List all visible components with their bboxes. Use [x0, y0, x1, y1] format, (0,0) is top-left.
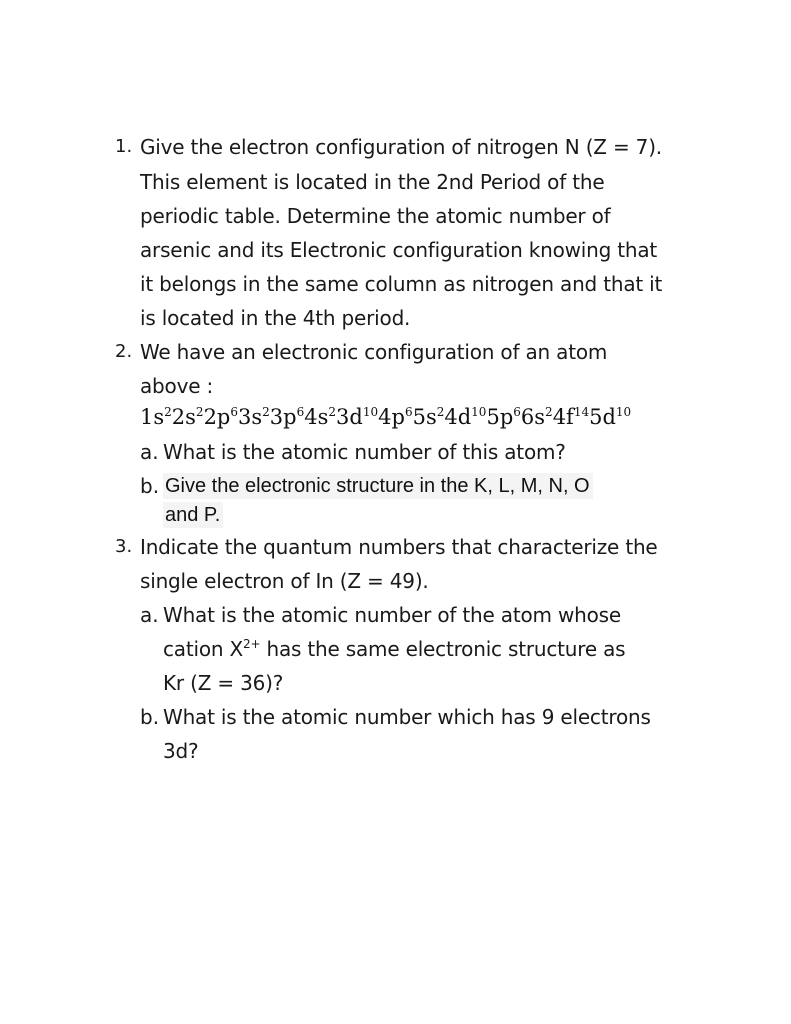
question-number: 3. — [115, 536, 133, 557]
question-text-line: Indicate the quantum numbers that characterize the — [140, 535, 658, 559]
electron-count: 6 — [230, 405, 239, 419]
cation-text-rest: has the same electronic structure as — [260, 637, 626, 661]
electron-count: 10 — [615, 405, 632, 419]
electron-count: 6 — [296, 405, 305, 419]
electron-count: 2 — [262, 405, 270, 419]
question-text-line: single electron of In (Z = 49). — [140, 569, 429, 593]
electron-count: 2 — [164, 405, 172, 419]
sub-question-text: What is the atomic number of the atom whose — [163, 603, 621, 627]
sub-question-text: and P. — [163, 502, 223, 528]
orbital: 4d — [444, 405, 472, 429]
orbital: 5p — [486, 405, 514, 429]
sub-question-text: What is the atomic number which has 9 electrons — [163, 705, 651, 729]
orbital: 4p — [378, 405, 405, 429]
sub-question-label: a. — [140, 603, 159, 627]
orbital: 3d — [336, 405, 363, 429]
sub-question-text: Kr (Z = 36)? — [163, 671, 284, 695]
question-text-line: Give the electron configuration of nitrogen N (Z = 7). — [140, 135, 662, 159]
electron-count: 6 — [404, 405, 413, 419]
electron-count: 2 — [195, 405, 204, 419]
question-number: 1. — [115, 136, 133, 157]
electron-count: 2 — [436, 405, 445, 419]
sub-question-text: What is the atomic number of this atom? — [163, 440, 566, 464]
sub-question-text: 3d? — [163, 739, 199, 763]
electron-count: 6 — [513, 405, 521, 419]
charge-superscript: 2+ — [243, 637, 261, 651]
sub-question-label: b. — [140, 705, 160, 729]
orbital: 3p — [269, 405, 297, 429]
electron-configuration — [140, 404, 631, 430]
sub-question-label: b. — [140, 474, 160, 498]
question-number: 2. — [115, 341, 133, 362]
question-text-line: periodic table. Determine the atomic number of — [140, 204, 611, 228]
orbital: 1s — [140, 405, 165, 429]
electron-count: 2 — [545, 405, 553, 419]
question-text-line: it belongs in the same column as nitrogen and that it — [140, 272, 663, 296]
sub-question-text — [163, 636, 625, 662]
orbital: 5s — [412, 405, 437, 429]
electron-count: 2 — [328, 405, 337, 419]
sub-question-text: Give the electronic structure in the K, L, M, N, O — [163, 473, 593, 499]
orbital: 4f — [552, 405, 574, 429]
sub-question-label: a. — [140, 440, 159, 464]
orbital: 5d — [589, 405, 616, 429]
orbital: 2p — [203, 405, 231, 429]
question-text-line: above : — [140, 374, 214, 398]
electron-count: 14 — [573, 405, 590, 419]
orbital: 2s — [171, 405, 196, 429]
orbital: 6s — [520, 405, 546, 429]
question-text-line: This element is located in the 2nd Period of the — [140, 170, 605, 194]
orbital: 4s — [304, 405, 329, 429]
electron-count: 10 — [362, 405, 379, 419]
orbital: 3s — [238, 405, 263, 429]
electron-count: 10 — [471, 405, 487, 419]
cation-text: cation X — [163, 637, 244, 661]
question-text-line: We have an electronic configuration of an atom — [140, 340, 608, 364]
question-text-line: is located in the 4th period. — [140, 306, 411, 330]
question-text-line: arsenic and its Electronic configuration knowing that — [140, 238, 658, 262]
